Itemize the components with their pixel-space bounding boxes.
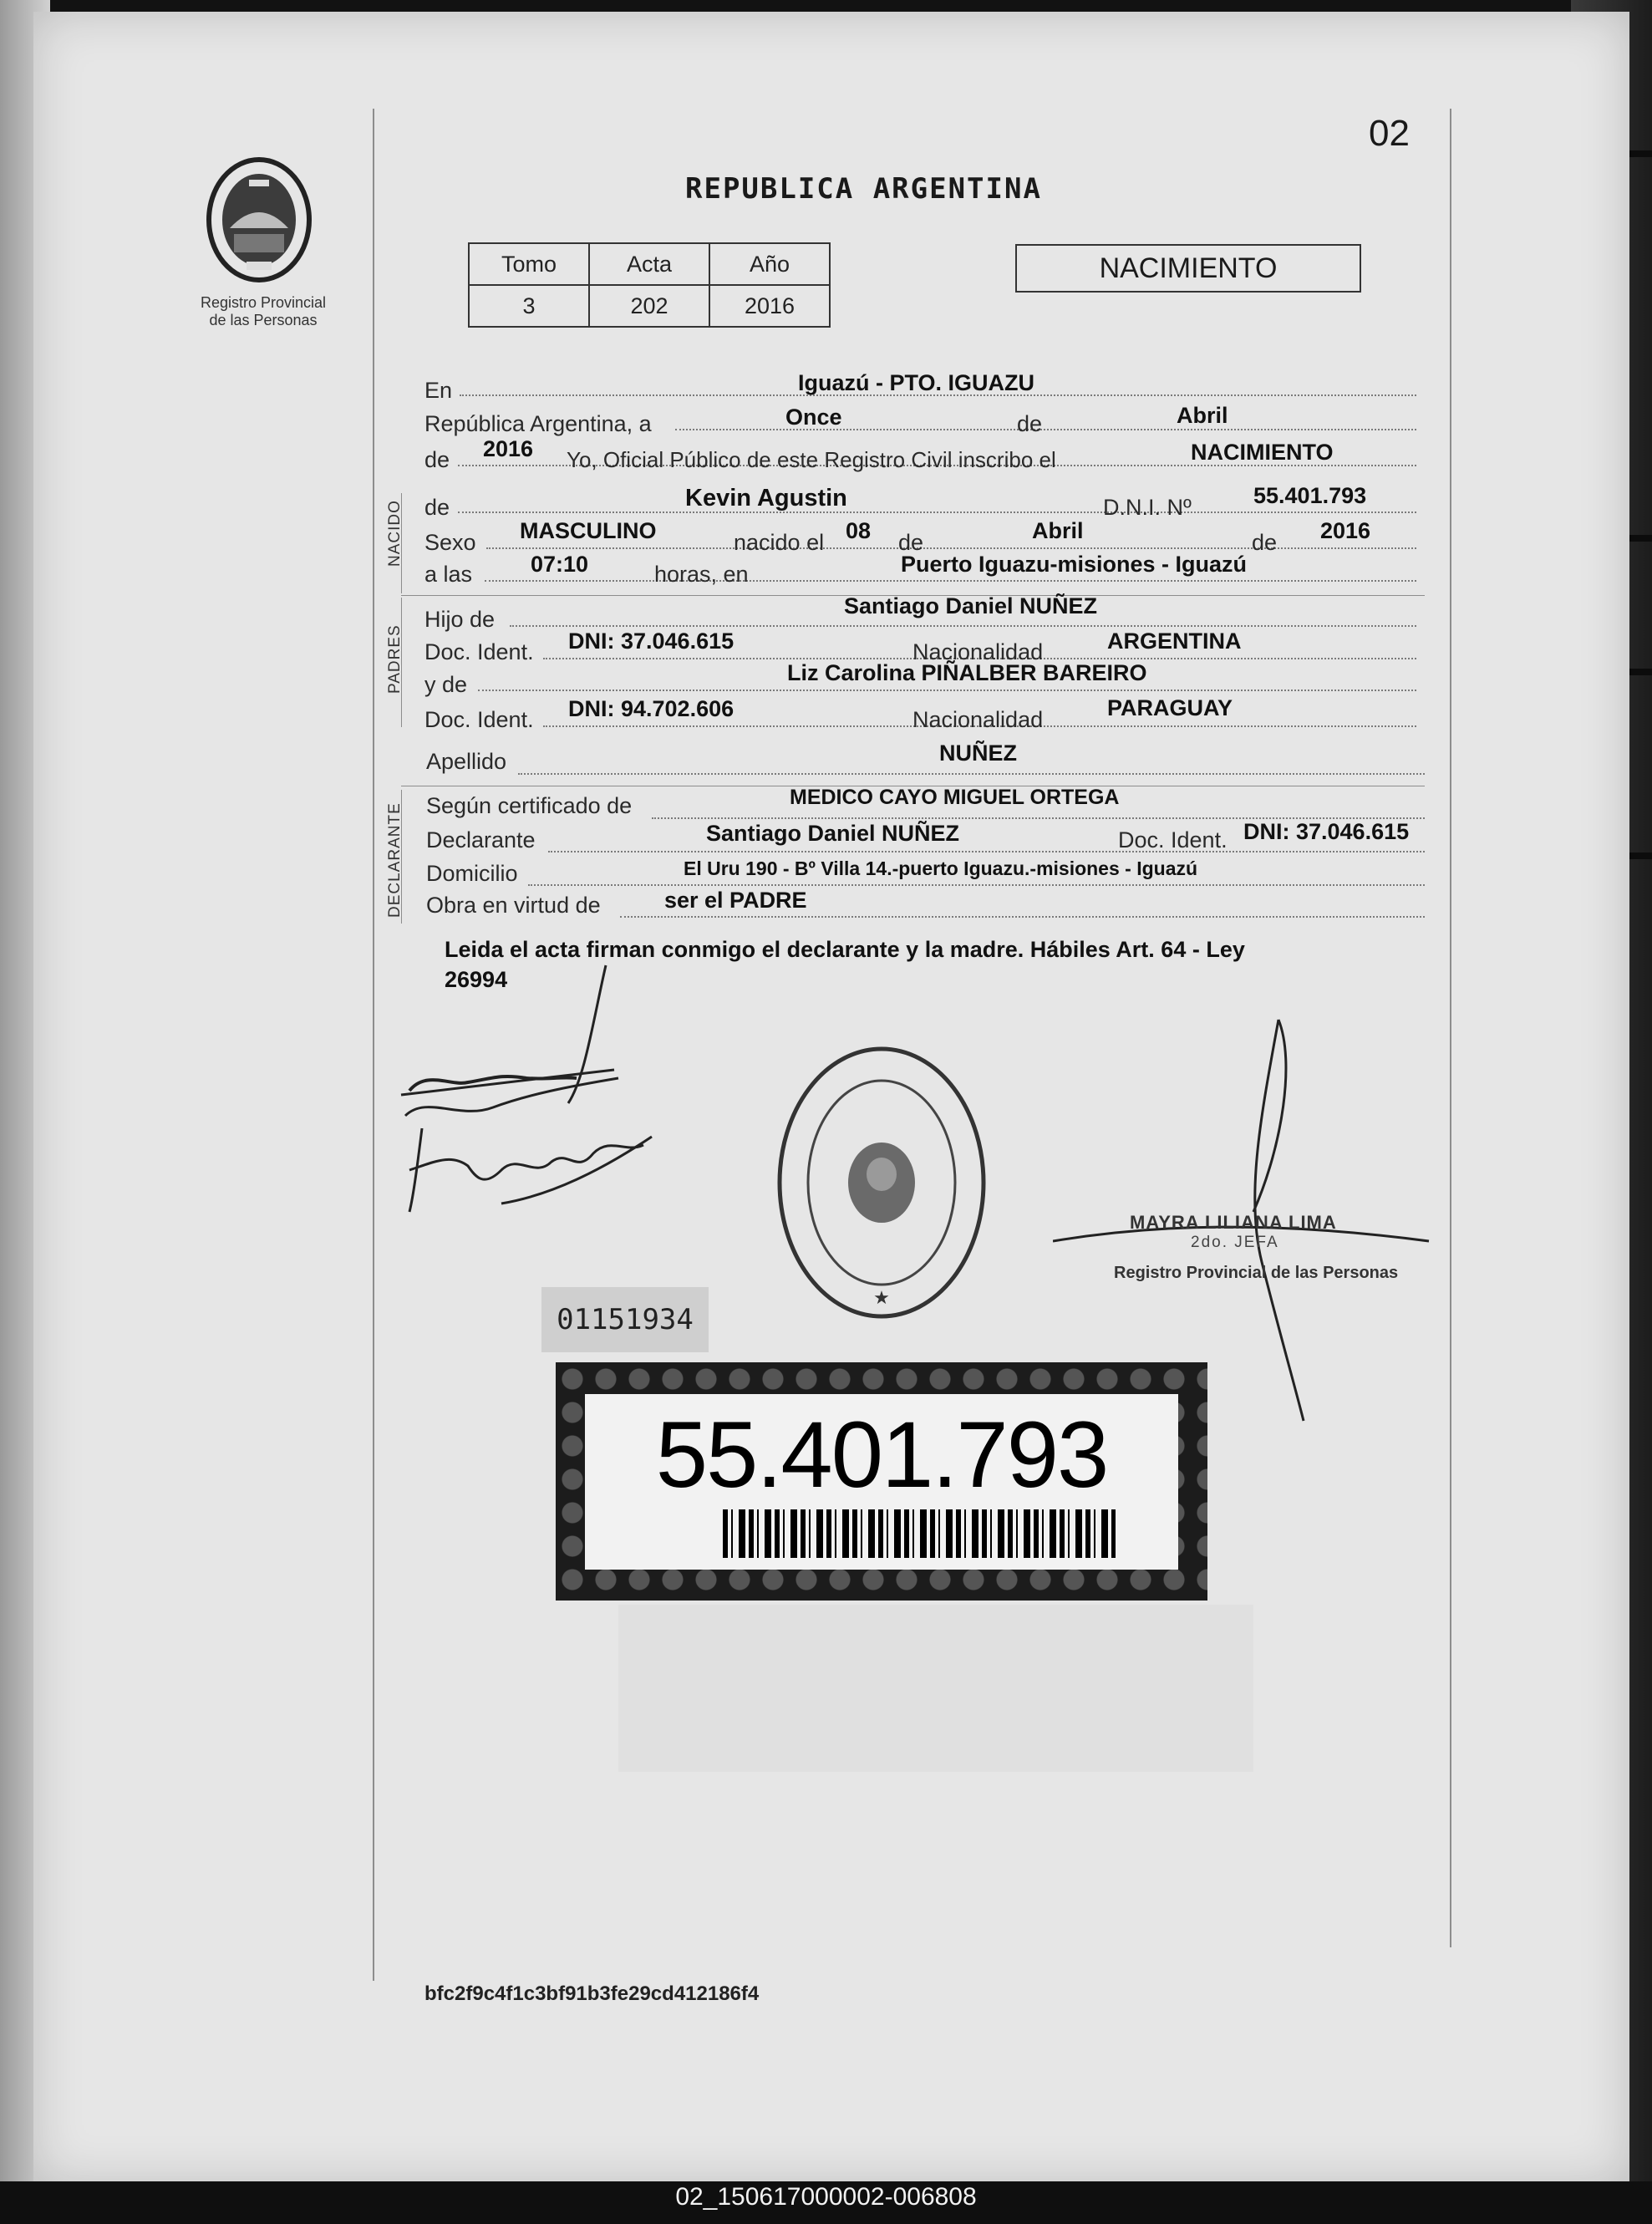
value-declarante: Santiago Daniel NUÑEZ bbox=[706, 821, 960, 846]
label-domicilio: Domicilio bbox=[426, 861, 518, 886]
page-number: 02 bbox=[1369, 113, 1410, 154]
value-nac-anio: 2016 bbox=[1320, 518, 1371, 543]
signature-madre bbox=[401, 1103, 668, 1229]
dotline-domicilio bbox=[528, 884, 1425, 886]
value-en: Iguazú - PTO. IGUAZU bbox=[798, 370, 1034, 395]
side-label-padres: PADRES bbox=[386, 624, 404, 694]
misiones-seal-logo bbox=[201, 155, 318, 288]
sticker-number: 55.401.793 bbox=[655, 1402, 1108, 1507]
value-padre: Santiago Daniel NUÑEZ bbox=[844, 593, 1098, 618]
label-apellido: Apellido bbox=[426, 749, 507, 774]
label-dni: D.N.I. Nº bbox=[1103, 495, 1192, 520]
sticker-label-area bbox=[585, 1394, 1178, 1570]
value-apellido: NUÑEZ bbox=[939, 740, 1017, 766]
closing-note-line2: 26994 bbox=[445, 967, 508, 992]
value-nombre: Kevin Agustin bbox=[685, 485, 847, 511]
value-certificado: MEDICO CAYO MIGUEL ORTEGA bbox=[790, 786, 1120, 809]
record-table-header-acta: Acta bbox=[589, 243, 709, 285]
label-republica: República Argentina, a bbox=[424, 411, 652, 436]
dotline-obra bbox=[620, 916, 1425, 918]
record-table-header-anio: Año bbox=[709, 243, 830, 285]
doc-type-box: NACIMIENTO bbox=[1015, 244, 1361, 293]
faded-sticker-background bbox=[618, 1605, 1253, 1772]
logo-caption bbox=[167, 294, 359, 329]
label-sexo: Sexo bbox=[424, 530, 476, 555]
label-certificado: Según certificado de bbox=[426, 793, 633, 818]
left-margin-line bbox=[373, 109, 374, 1981]
value-padre-doc: DNI: 37.046.615 bbox=[568, 629, 735, 654]
security-sticker bbox=[556, 1362, 1207, 1601]
label-horas: horas, en bbox=[654, 562, 749, 587]
file-caption: 02_150617000002-006808 bbox=[675, 2183, 977, 2211]
right-margin-line bbox=[1450, 109, 1451, 1947]
record-table bbox=[468, 242, 831, 328]
official-name: MAYRA LILIANA LIMA bbox=[1130, 1212, 1337, 1233]
record-table-acta: 202 bbox=[589, 285, 709, 327]
registry-stamp bbox=[773, 1041, 990, 1325]
official-office: Registro Provincial de las Personas bbox=[1114, 1264, 1399, 1282]
value-nac-dia: 08 bbox=[846, 518, 872, 543]
value-decl-doc: DNI: 37.046.615 bbox=[1243, 819, 1410, 844]
document-title: REPUBLICA ARGENTINA bbox=[685, 172, 1042, 206]
official-title: 2do. JEFA bbox=[1191, 1234, 1279, 1251]
label-obra: Obra en virtud de bbox=[426, 893, 601, 918]
value-mes: Abril bbox=[1177, 403, 1228, 428]
side-label-declarante: DECLARANTE bbox=[386, 802, 404, 918]
value-anio: 2016 bbox=[483, 436, 534, 461]
label-madre-nac: Nacionalidad bbox=[912, 707, 1044, 732]
value-dni: 55.401.793 bbox=[1253, 483, 1367, 508]
value-nac-mes: Abril bbox=[1032, 518, 1084, 543]
dotline-apellido bbox=[518, 773, 1425, 775]
value-obra: ser el PADRE bbox=[664, 888, 807, 913]
label-yde: y de bbox=[424, 672, 468, 697]
value-padre-nac: ARGENTINA bbox=[1107, 629, 1242, 654]
label-decl-doc: Doc. Ident. bbox=[1118, 827, 1228, 852]
dotline-hijo bbox=[510, 625, 1416, 627]
label-de2: de bbox=[424, 447, 450, 472]
dotline-declarante bbox=[548, 851, 1425, 852]
dotline-hora bbox=[485, 580, 1416, 582]
label-nacido-el: nacido el bbox=[734, 530, 825, 555]
record-table-tomo: 3 bbox=[469, 285, 589, 327]
value-dia: Once bbox=[785, 405, 842, 430]
label-padre-nac: Nacionalidad bbox=[912, 639, 1044, 664]
label-de4: de bbox=[898, 530, 924, 555]
svg-text:★: ★ bbox=[873, 1288, 890, 1309]
dotline-nombre bbox=[458, 511, 1416, 513]
label-declarante: Declarante bbox=[426, 827, 536, 852]
label-madre-doc: Doc. Ident. bbox=[424, 707, 534, 732]
label-de: de bbox=[1017, 411, 1043, 436]
logo-caption-line1: Registro Provincial bbox=[200, 294, 327, 311]
record-table-header-tomo: Tomo bbox=[469, 243, 589, 285]
serial-number-stamp: 01151934 bbox=[541, 1287, 709, 1352]
dotline-sexo bbox=[486, 547, 1416, 549]
label-oficial: Yo, Oficial Público de este Registro Civil inscribo el bbox=[567, 447, 1056, 472]
value-acto: NACIMIENTO bbox=[1191, 440, 1334, 465]
label-de3: de bbox=[424, 495, 450, 520]
value-madre-doc: DNI: 94.702.606 bbox=[568, 696, 735, 721]
value-sexo: MASCULINO bbox=[520, 518, 657, 543]
label-alas: a las bbox=[424, 562, 473, 587]
label-hijo: Hijo de bbox=[424, 607, 496, 632]
logo-caption-line2: de las Personas bbox=[209, 312, 318, 328]
label-padre-doc: Doc. Ident. bbox=[424, 639, 534, 664]
side-label-nacido: NACIDO bbox=[386, 500, 404, 567]
label-de5: de bbox=[1252, 530, 1278, 555]
hash-code: bfc2f9c4f1c3bf91b3fe29cd412186f4 bbox=[424, 1982, 760, 2005]
closing-note-line1: Leida el acta firman conmigo el declarante y la madre. Hábiles Art. 64 - Ley bbox=[445, 937, 1245, 962]
value-lugar: Puerto Iguazu-misiones - Iguazú bbox=[901, 552, 1248, 577]
value-madre-nac: PARAGUAY bbox=[1107, 695, 1233, 720]
value-hora: 07:10 bbox=[531, 552, 589, 577]
dotline-yde bbox=[478, 690, 1416, 691]
value-domicilio: El Uru 190 - Bº Villa 14.-puerto Iguazu.-misiones - Iguazú bbox=[684, 858, 1198, 879]
record-table-anio: 2016 bbox=[709, 285, 830, 327]
barcode bbox=[723, 1509, 1116, 1558]
value-madre: Liz Carolina PIÑALBER BAREIRO bbox=[787, 660, 1147, 685]
label-en: En bbox=[424, 378, 453, 403]
